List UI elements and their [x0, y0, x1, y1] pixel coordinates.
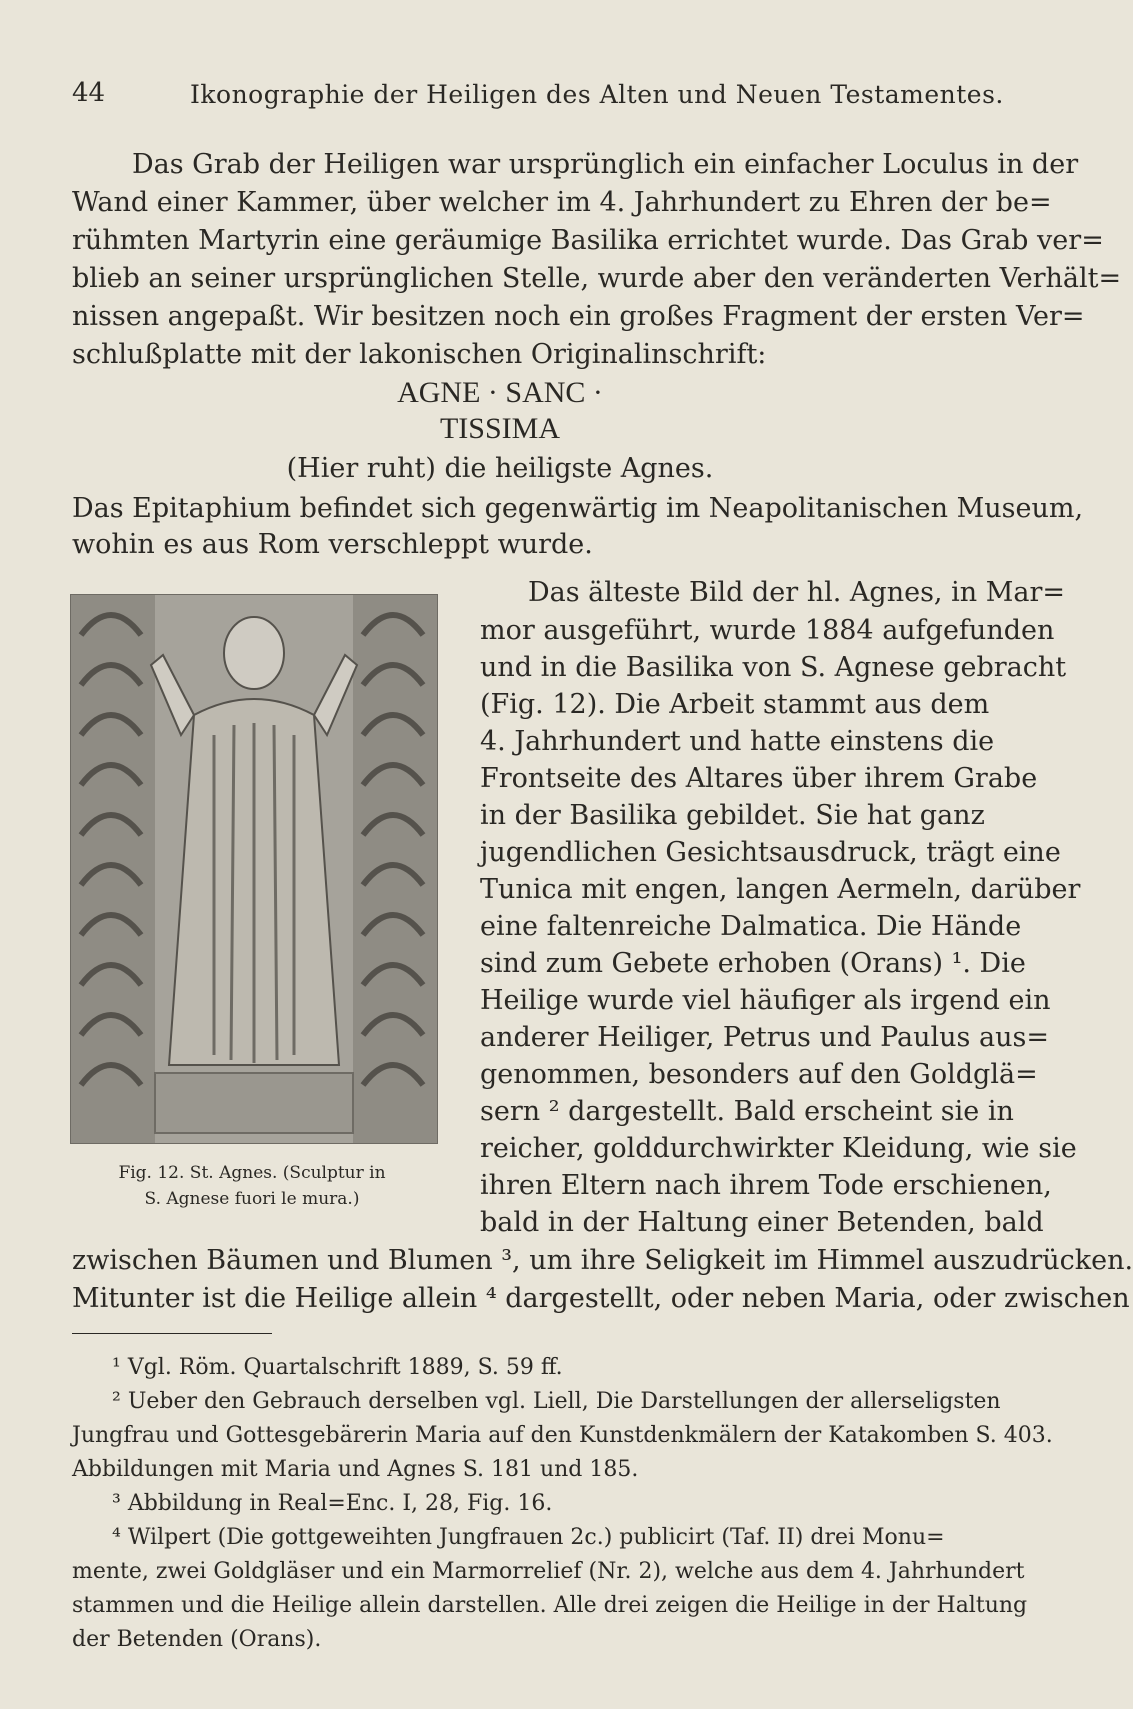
paragraph-line: Tunica mit engen, langen Aermeln, darüber [480, 874, 1081, 905]
paragraph-line: mor ausgeführt, wurde 1884 aufgefunden [480, 615, 1055, 646]
footnote: mente, zwei Goldgläser und ein Marmorrelief (Nr. 2), welche aus dem 4. Jahrhundert [72, 1559, 1025, 1584]
paragraph-line: ihren Eltern nach ihrem Tode erschienen, [480, 1170, 1052, 1201]
agnes-relief-figure [70, 594, 438, 1144]
inscription-line-2: TISSIMA [439, 412, 560, 445]
paragraph-line: Frontseite des Altares über ihrem Grabe [480, 763, 1038, 794]
paragraph-line: (Fig. 12). Die Arbeit stammt aus dem [480, 689, 990, 720]
paragraph-line: bald in der Haltung einer Betenden, bald [480, 1207, 1044, 1238]
paragraph-line: blieb an seiner ursprünglichen Stelle, wurde aber den veränderten Verhält= [72, 263, 1122, 294]
paragraph-line: rühmten Martyrin eine geräumige Basilika errichtet wurde. Das Grab ver= [72, 225, 1104, 256]
paragraph-line: Das Epitaphium befindet sich gegenwärtig im Neapolitanischen Museum, [72, 493, 1084, 524]
footnote: der Betenden (Orans). [72, 1627, 322, 1652]
paragraph-line: schlußplatte mit der lakonischen Originalinschrift: [72, 339, 767, 370]
paragraph-line: genommen, besonders auf den Goldglä= [480, 1059, 1038, 1090]
footnote: Abbildungen mit Maria und Agnes S. 181 und 185. [72, 1457, 639, 1482]
inscription-translation: (Hier ruht) die heiligste Agnes. [286, 453, 714, 484]
paragraph-line: Heilige wurde viel häufiger als irgend ein [480, 985, 1051, 1016]
paragraph-line: Mitunter ist die Heilige allein ⁴ dargestellt, oder neben Maria, oder zwischen [72, 1283, 1130, 1314]
paragraph-line: Wand einer Kammer, über welcher im 4. Jahrhundert zu Ehren der be= [72, 187, 1052, 218]
paragraph-line: nissen angepaßt. Wir besitzen noch ein großes Fragment der ersten Ver= [72, 301, 1085, 332]
footnote: ³ Abbildung in Real=Enc. I, 28, Fig. 16. [112, 1491, 553, 1516]
paragraph-line: in der Basilika gebildet. Sie hat ganz [480, 800, 985, 831]
paragraph-line: Das älteste Bild der hl. Agnes, in Mar= [528, 577, 1065, 608]
figure-caption [62, 1160, 442, 1212]
paragraph-line: wohin es aus Rom verschleppt wurde. [72, 529, 593, 560]
relief-sculpture-image [71, 595, 437, 1143]
footnote-divider [72, 1333, 272, 1334]
paragraph-line: 4. Jahrhundert und hatte einstens die [480, 726, 995, 757]
inscription-line-1: AGNE · SANC · [397, 376, 603, 409]
page-number: 44 [72, 78, 106, 108]
footnote: Jungfrau und Gottesgebärerin Maria auf den Kunstdenkmälern der Katakomben S. 403. [72, 1423, 1053, 1448]
running-header: Ikonographie der Heiligen des Alten und Neuen Testamentes. [190, 80, 1004, 109]
paragraph-line: sind zum Gebete erhoben (Orans) ¹. Die [480, 948, 1026, 979]
paragraph-line: Das Grab der Heiligen war ursprünglich ein einfacher Loculus in der [132, 149, 1079, 180]
figure-caption-line-1: Fig. 12. St. Agnes. (Sculptur in [118, 1163, 386, 1183]
paragraph-line: und in die Basilika von S. Agnese gebracht [480, 652, 1067, 683]
paragraph-line: sern ² dargestellt. Bald erscheint sie in [480, 1096, 1014, 1127]
paragraph-line: zwischen Bäumen und Blumen ³, um ihre Seligkeit im Himmel auszudrücken. [72, 1245, 1133, 1276]
footnote: ¹ Vgl. Röm. Quartalschrift 1889, S. 59 ff. [112, 1355, 563, 1380]
footnote: stammen und die Heilige allein darstellen. Alle drei zeigen die Heilige in der Haltung [72, 1593, 1028, 1618]
footnote: ² Ueber den Gebrauch derselben vgl. Liell, Die Darstellungen der allerseligsten [112, 1389, 1001, 1414]
figure-caption-line-2: S. Agnese fuori le mura.) [144, 1189, 360, 1209]
paragraph-line: anderer Heiliger, Petrus und Paulus aus= [480, 1022, 1049, 1053]
paragraph-line: jugendlichen Gesichtsausdruck, trägt eine [480, 837, 1061, 868]
footnote: ⁴ Wilpert (Die gottgeweihten Jungfrauen 2c.) publicirt (Taf. II) drei Monu= [112, 1525, 945, 1550]
paragraph-line: reicher, golddurchwirkter Kleidung, wie sie [480, 1133, 1077, 1164]
paragraph-line: eine faltenreiche Dalmatica. Die Hände [480, 911, 1022, 942]
